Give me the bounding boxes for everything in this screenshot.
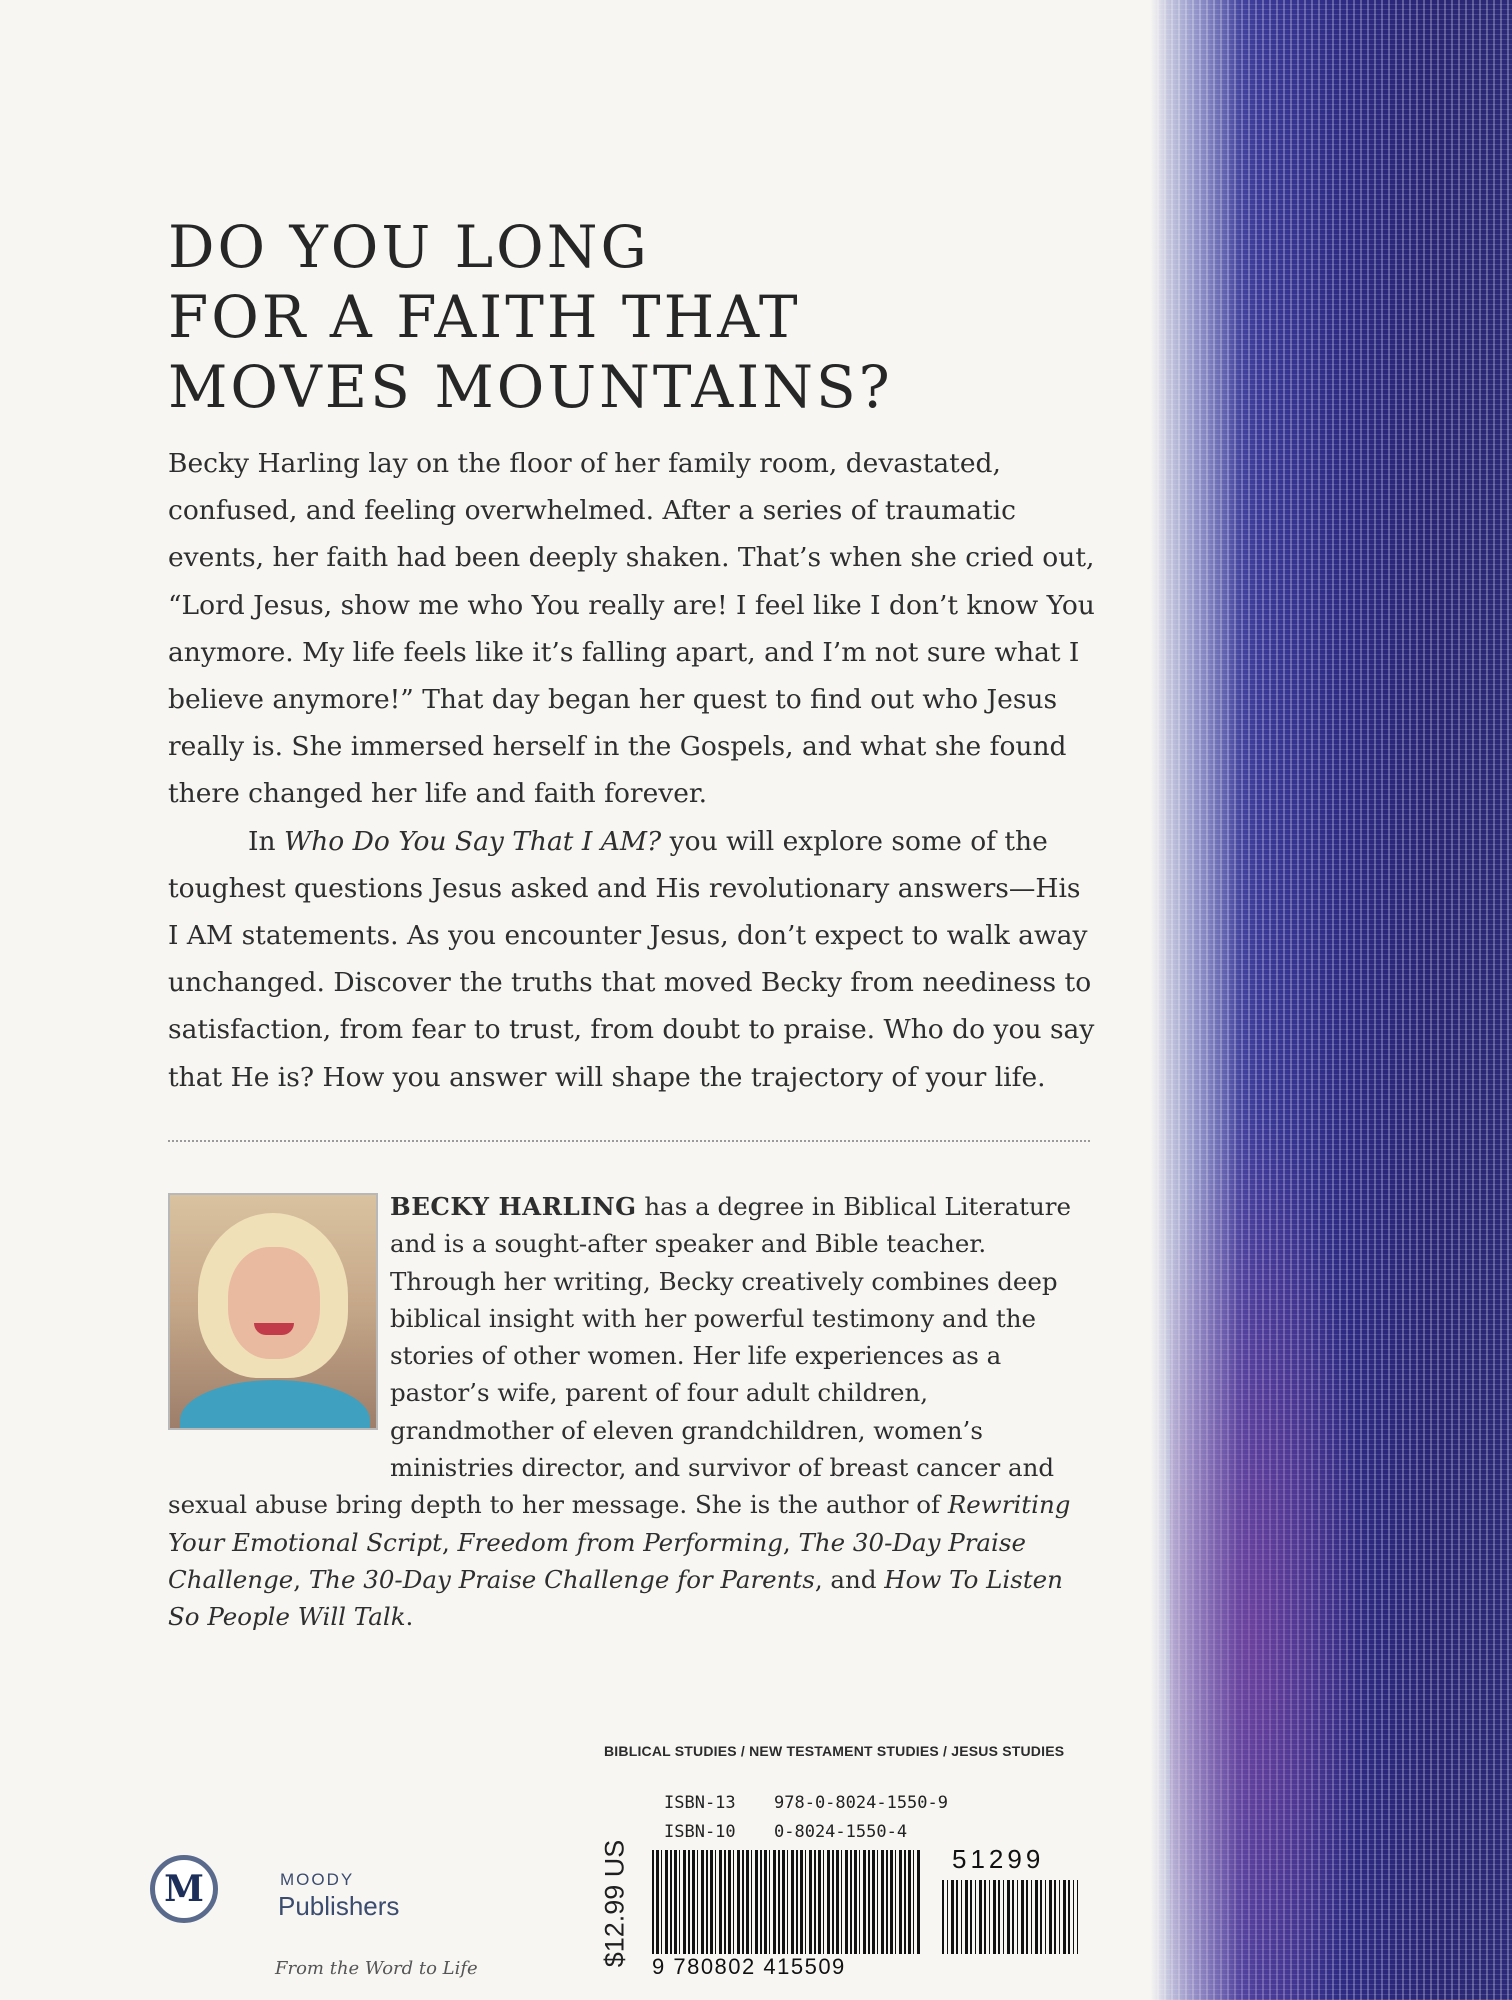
- price: [598, 1828, 632, 1978]
- moody-logo-icon: M: [150, 1855, 218, 1923]
- barcode: [652, 1844, 1082, 1979]
- publisher-name-line-1: MOODY: [280, 1870, 355, 1889]
- headline-line-3: MOVES MOUNTAINS?: [168, 353, 893, 421]
- book-listen: How To Listen So People Will Talk: [168, 1564, 1063, 1632]
- author-bio: BECKY HARLING has a degree in Biblical Literature and is a sought-after speaker and Bible teacher. Through her writing, Becky creatively combines deep biblical insight with her powerful testimony and the stories of other women. Her life experiences as a pastor’s wife, parent of four adult children, grandmother of eleven grandchildren, women’s ministries director, and survivor of breast cancer and sexual abuse bring depth to her message. She is the author of Rewriting Your Emotional Script, Freedom from Performing, The 30-Day Praise Challenge, The 30-Day Praise Challenge for Parents, and How To Listen So People Will Talk.: [168, 1192, 1072, 1632]
- headline: [168, 212, 1068, 422]
- bio-text: has a degree in Biblical Literature and is a sought-after speaker and Bible teacher. Through her writing, Becky creatively combines deep biblical insight with her powerful testimony and the stories of other women. Her life experiences as a pastor’s wife, parent of four adult children, grandmother of eleven grandchildren, women’s ministries director, and survivor of breast cancer and sexual abuse bring depth to her message. She is the author of: [168, 1192, 1072, 1520]
- dotted-divider: [168, 1140, 1090, 1142]
- description: [168, 440, 1098, 1101]
- headline-line-1: DO YOU LONG: [168, 213, 650, 281]
- barcode-bars: [652, 1850, 920, 1954]
- isbn-10-label: ISBN-10: [664, 1822, 736, 1842]
- description-paragraph-2: [168, 818, 1098, 1101]
- barcode-addon-bars: [942, 1880, 1078, 1954]
- barcode-addon-digits: 51299: [952, 1844, 1045, 1874]
- price-text: $12.99 US: [599, 1839, 630, 1967]
- isbn-13: [664, 1793, 948, 1813]
- barcode-digits: 9 780802 415509: [652, 1954, 846, 1979]
- headline-line-2: FOR A FAITH THAT: [168, 283, 801, 351]
- publisher-name-line-2: Publishers: [278, 1891, 400, 1921]
- book-praise-challenge: The 30-Day Praise Challenge: [168, 1527, 1026, 1594]
- description-paragraph-1: Becky Harling lay on the floor of her family room, devastated, confused, and feeling overwhelmed. After a series of traumatic events, her faith had been deeply shaken. That’s when she cried out, “Lord Jesus, show me who You really are! I feel like I don’t know You anymore. My life feels like it’s falling apart, and I’m not sure what I believe anymore!” That day began her quest to find out who Jesus really is. She immersed herself in the Gospels, and what she found there changed her life and faith forever.: [168, 448, 1095, 810]
- decorative-paint-stripe: [1150, 0, 1512, 2000]
- paragraph-2-lead: In: [248, 825, 284, 857]
- book-freedom: Freedom from Performing: [457, 1527, 783, 1557]
- book-rewriting: Rewriting Your Emotional Script: [168, 1490, 1071, 1557]
- publisher-tagline: From the Word to Life: [275, 1958, 478, 1979]
- isbn-10: [664, 1822, 907, 1842]
- author-name: BECKY HARLING: [390, 1192, 637, 1221]
- isbn-10-value: 0-8024-1550-4: [774, 1822, 908, 1842]
- book-praise-parents: The 30-Day Praise Challenge for Parents: [308, 1564, 815, 1594]
- isbn-13-label: ISBN-13: [664, 1793, 736, 1813]
- isbn-13-value: 978-0-8024-1550-9: [774, 1793, 948, 1813]
- paragraph-2-rest: you will explore some of the toughest questions Jesus asked and His revolutionary answers—His I AM statements. As you encounter Jesus, don’t expect to walk away unchanged. Discover the truths that moved Becky from neediness to satisfaction, from fear to trust, from doubt to praise. Who do you say that He is? How you answer will shape the trajectory of your life.: [168, 825, 1095, 1093]
- book-title: Who Do You Say That I AM?: [283, 825, 662, 857]
- subject-categories: BIBLICAL STUDIES / NEW TESTAMENT STUDIES / JESUS STUDIES: [604, 1743, 1065, 1759]
